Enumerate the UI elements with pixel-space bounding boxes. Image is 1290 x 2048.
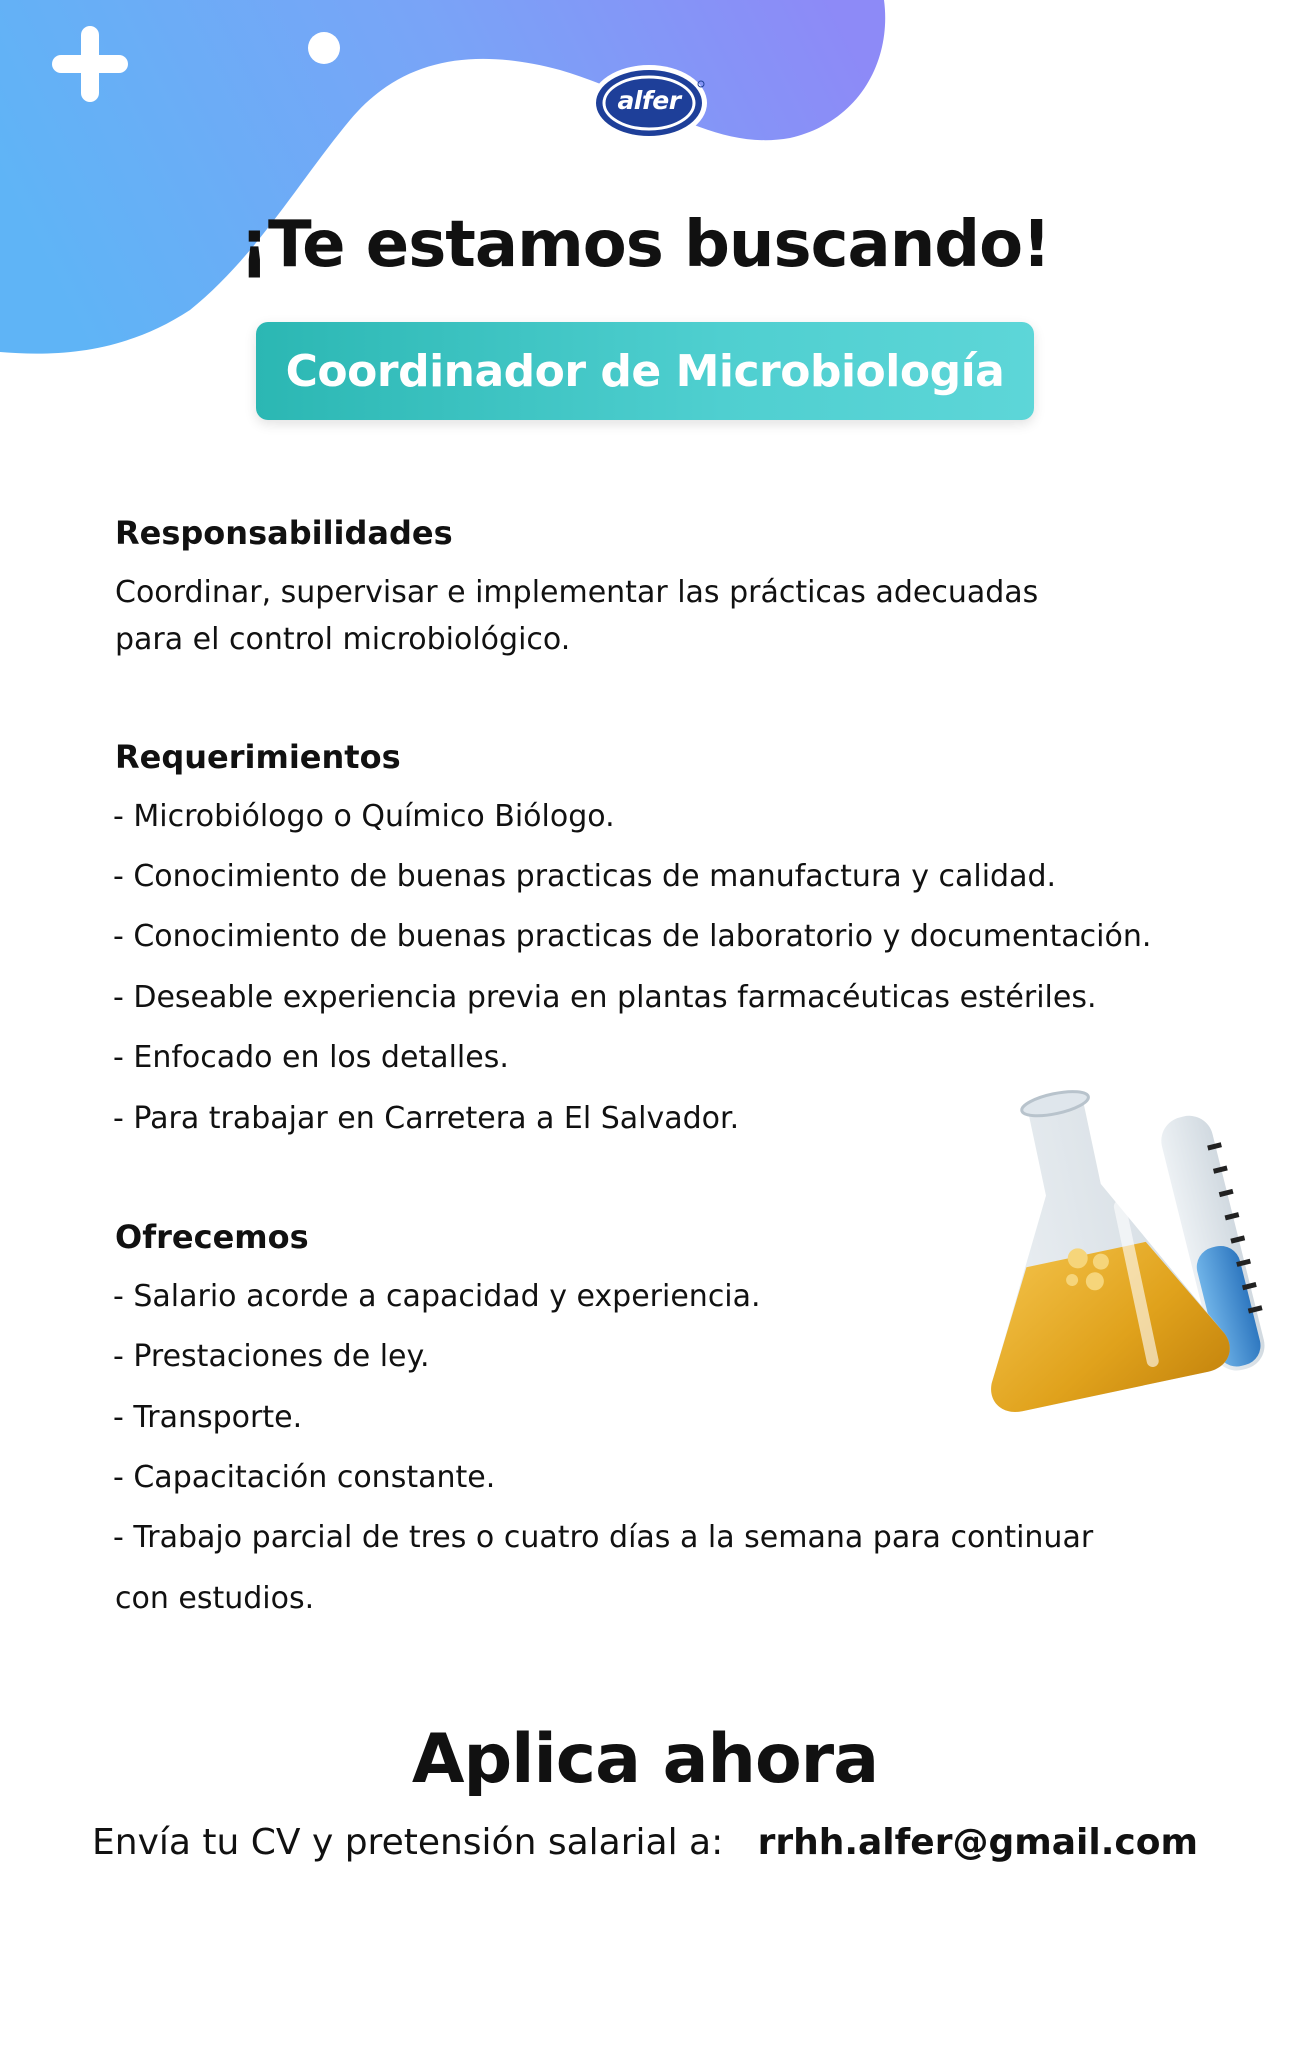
job-title-banner — [256, 322, 1034, 420]
requerimiento-item: - Para trabajar en Carretera a El Salvador. — [113, 1101, 740, 1136]
job-title: Coordinador de Microbiología — [285, 345, 1005, 397]
ofrecemos-item-continuation: con estudios. — [115, 1581, 315, 1616]
ofrecemos-item: - Salario acorde a capacidad y experiencia. — [113, 1279, 761, 1314]
ofrecemos-item: - Transporte. — [113, 1400, 303, 1435]
requerimiento-item: - Microbiólogo o Químico Biólogo. — [113, 799, 615, 834]
contact-line — [0, 1822, 1290, 1863]
lab-flask-illustration — [940, 1078, 1290, 1418]
ofrecemos-heading: Ofrecemos — [115, 1218, 309, 1256]
responsabilidades-heading: Responsabilidades — [115, 514, 453, 552]
alfer-logo — [588, 62, 710, 144]
plus-icon — [52, 26, 128, 102]
ofrecemos-item: - Trabajo parcial de tres o cuatro días a la semana para continuar — [113, 1520, 1094, 1555]
dot-decoration — [308, 32, 340, 64]
requerimiento-item: - Deseable experiencia previa en plantas farmacéuticas estériles. — [113, 980, 1097, 1015]
requerimiento-item: - Enfocado en los detalles. — [113, 1040, 509, 1075]
requerimiento-item: - Conocimiento de buenas practicas de manufactura y calidad. — [113, 859, 1057, 894]
ofrecemos-item: - Capacitación constante. — [113, 1460, 496, 1495]
responsabilidades-line-2: para el control microbiológico. — [115, 622, 571, 657]
logo-text: alfer — [617, 86, 681, 115]
page-title: ¡Te estamos buscando! — [239, 208, 1051, 282]
responsabilidades-line-1: Coordinar, supervisar e implementar las prácticas adecuadas — [115, 575, 1039, 610]
requerimiento-item: - Conocimiento de buenas practicas de laboratorio y documentación. — [113, 919, 1152, 954]
ofrecemos-item: - Prestaciones de ley. — [113, 1339, 430, 1374]
apply-now-title: Aplica ahora — [411, 1720, 879, 1799]
contact-email: rrhh.alfer@gmail.com — [757, 1822, 1198, 1863]
requerimientos-heading: Requerimientos — [115, 738, 401, 776]
contact-prefix: Envía tu CV y pretensión salarial a: — [92, 1822, 747, 1863]
